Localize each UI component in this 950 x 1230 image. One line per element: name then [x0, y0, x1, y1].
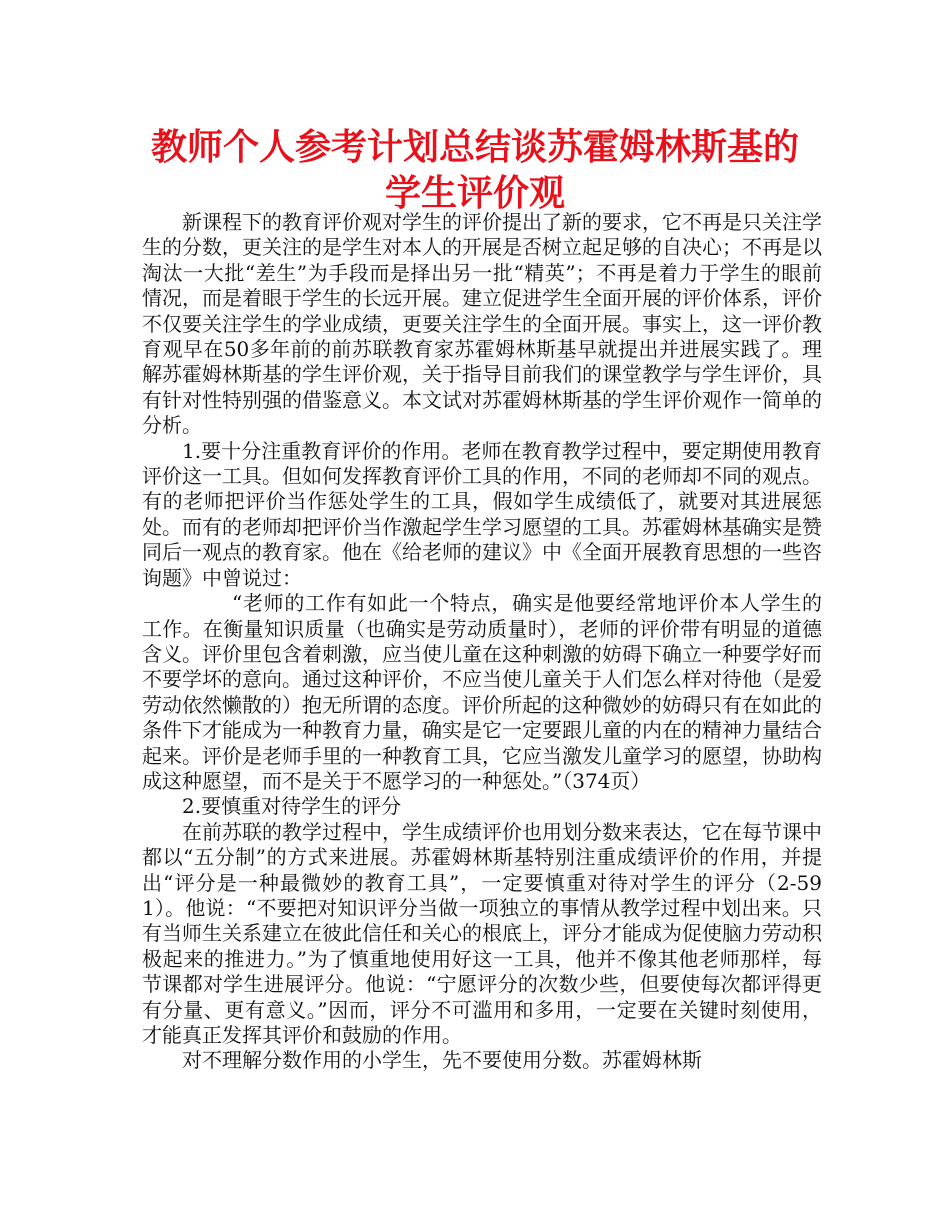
paragraph-point-1: 1.要十分注重教育评价的作用。老师在教育教学过程中，要定期使用教育评价这一工具。但如何发挥教育评价工具的作用，不同的老师却不同的观点。有的老师把评价当作惩处学生的工具，假如学生成绩低了，就要对其进展惩处。而有的老师却把评价当作激起学生学习愿望的工具。苏霍姆林基确实是赞同后一观点的教育家。他在《给老师的建议》中《全面开展教育思想的一些咨询题》中曾说过：: [142, 438, 822, 590]
document-title-line-2: 学生评价观: [384, 173, 565, 214]
paragraph-point-2: 在前苏联的教学过程中，学生成绩评价也用划分数来表达，它在每节课中都以“五分制”的方式来进展。苏霍姆林斯基特别注重成绩评价的作用，并提出“评分是一种最微妙的教育工具”，一定要慎重对待对学生的评分（2-591）。他说：“不要把对知识评分当做一项独立的事情从教学过程中划出来。只有当师生关系建立在彼此信任和关心的根底上，评分才能成为促使脑力劳动积极起来的推进力。”为了慎重地使用好这一工具，他并不像其他老师那样，每节课都对学生进展评分。他说：“宁愿评分的次数少些，但要使每次都评得更有分量、更有意义。”因而，评分不可滥用和多用，一定要在关键时刻使用，才能真正发挥其评价和鼓励的作用。: [142, 819, 822, 1047]
document-body: [142, 210, 822, 1074]
paragraph-continued: 对不理解分数作用的小学生，先不要使用分数。苏霍姆林斯: [182, 1048, 702, 1073]
paragraph-quote: “老师的工作有如此一个特点，确实是他要经常地评价本人学生的工作。在衡量知识质量（也确实是劳动质量时），老师的评价带有明显的道德含义。评价里包含着刺激，应当使儿童在这种刺激的妨碍下确立一种要学好而不要学坏的意向。通过这种评价，不应当使儿童关于人们怎么样对待他（是爱劳动依然懒散的）抱无所谓的态度。评价所起的这种微妙的妨碍只有在如此的条件下才能成为一种教育力量，确实是它一定要跟儿童的内在的精神力量结合起来。评价是老师手里的一种教育工具，它应当激发儿童学习的愿望，协助构成这种愿望，而不是关于不愿学习的一种惩处。”（374页）: [142, 591, 822, 793]
paragraph-intro: 新课程下的教育评价观对学生的评价提出了新的要求，它不再是只关注学生的分数，更关注的是学生对本人的开展是否树立起足够的自决心；不再是以淘汰一大批“差生”为手段而是择出另一批“精英”；不再是着力于学生的眼前情况，而是着眼于学生的长远开展。建立促进学生全面开展的评价体系，评价不仅要关注学生的学业成绩，更要关注学生的全面开展。事实上，这一评价教育观早在50多年前的前苏联教育家苏霍姆林斯基早就提出并进展实践了。理解苏霍姆林斯基的学生评价观，关于指导目前我们的课堂教学与学生评价，具有针对性特别强的借鉴意义。本文试对苏霍姆林斯基的学生评价观作一简单的分析。: [142, 210, 822, 438]
paragraph-point-2-heading: 2.要慎重对待学生的评分: [182, 794, 402, 819]
document-title-line-1: 教师个人参考计划总结谈苏霍姆林斯基的: [150, 127, 799, 168]
